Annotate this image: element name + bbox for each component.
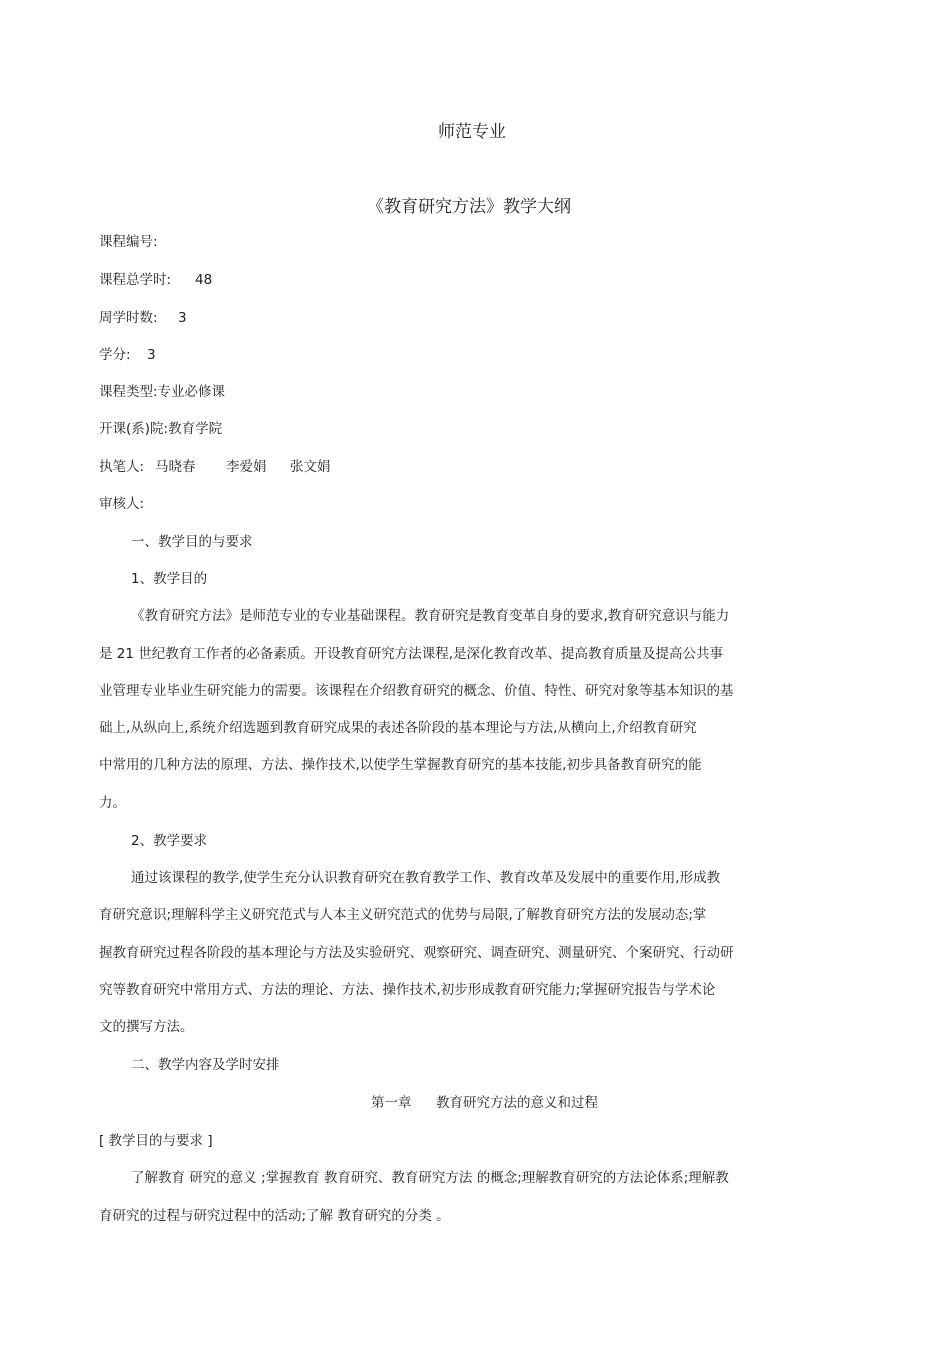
chapter-number: 第一章 — [371, 1095, 412, 1111]
major-heading: 师范专业 — [438, 122, 506, 142]
weekly-hours-label: 周学时数: — [99, 310, 158, 326]
author-name: 马晓春 — [155, 459, 196, 475]
credits-value: 3 — [147, 347, 156, 363]
course-code: 课程编号: — [99, 234, 158, 250]
chapter-title: 教育研究方法的意义和过程 — [436, 1095, 598, 1111]
credits-label: 学分: — [99, 347, 131, 363]
paragraph-line: 育研究的过程与研究过程中的活动;了解 教育研究的分类 。 — [99, 1208, 450, 1224]
paragraph-line: 育研究意识;理解科学主义研究范式与人本主义研究范式的优势与局限,了解教育研究方法的发展动态;掌 — [99, 907, 707, 923]
paragraph-line: 通过该课程的教学,使学生充分认识教育研究在教育教学工作、教育改革及发展中的重要作用,形成教 — [131, 870, 721, 886]
department: 开课(系)院:教育学院 — [99, 421, 223, 437]
subsection-heading: 1、教学目的 — [131, 571, 208, 587]
authors-label: 执笔人: — [99, 459, 145, 475]
paragraph-line: 础上,从纵向上,系统介绍选题到教育研究成果的表述各阶段的基本理论与方法,从横向上,介绍教育研究 — [99, 720, 697, 736]
section-heading: 一、教学目的与要求 — [131, 534, 253, 550]
course-type: 课程类型:专业必修课 — [99, 384, 226, 400]
paragraph-line: 是 21 世纪教育工作者的必备素质。开设教育研究方法课程,是深化教育改革、提高教育质量及提高公共事 — [99, 646, 724, 662]
goal-label: [ 教学目的与要求 ] — [99, 1133, 213, 1149]
total-hours-value: 48 — [195, 272, 213, 288]
paragraph-line: 业管理专业毕业生研究能力的需要。该课程在介绍教育研究的概念、价值、特性、研究对象等基本知识的基 — [99, 683, 734, 699]
paragraph-line: 究等教育研究中常用方式、方法的理论、方法、操作技术,初步形成教育研究能力;掌握研究报告与学术论 — [99, 982, 716, 998]
subsection-heading: 2、教学要求 — [131, 833, 208, 849]
reviewer: 审核人: — [99, 496, 145, 512]
paragraph-line: 文的撰写方法。 — [99, 1019, 194, 1035]
paragraph-line: 中常用的几种方法的原理、方法、操作技术,以使学生掌握教育研究的基本技能,初步具备教育研究的能 — [99, 757, 702, 773]
paragraph-line: 握教育研究过程各阶段的基本理论与方法及实验研究、观察研究、调查研究、测量研究、个案研究、行动研 — [99, 945, 734, 961]
paragraph-line: 了解教育 研究的意义 ;掌握教育 教育研究、教育研究方法 的概念;理解教育研究的方法论体系;理解教 — [131, 1170, 729, 1186]
author-name: 张文娟 — [290, 459, 331, 475]
section-heading: 二、教学内容及学时安排 — [131, 1057, 280, 1073]
weekly-hours-value: 3 — [178, 310, 187, 326]
paragraph-line: 力。 — [99, 795, 126, 811]
document-title: 《教育研究方法》教学大纲 — [367, 197, 571, 217]
author-name: 李爱娟 — [226, 459, 267, 475]
total-hours-label: 课程总学时: — [99, 272, 172, 288]
paragraph-line: 《教育研究方法》是师范专业的专业基础课程。教育研究是教育变革自身的要求,教育研究意识与能力 — [131, 608, 730, 624]
